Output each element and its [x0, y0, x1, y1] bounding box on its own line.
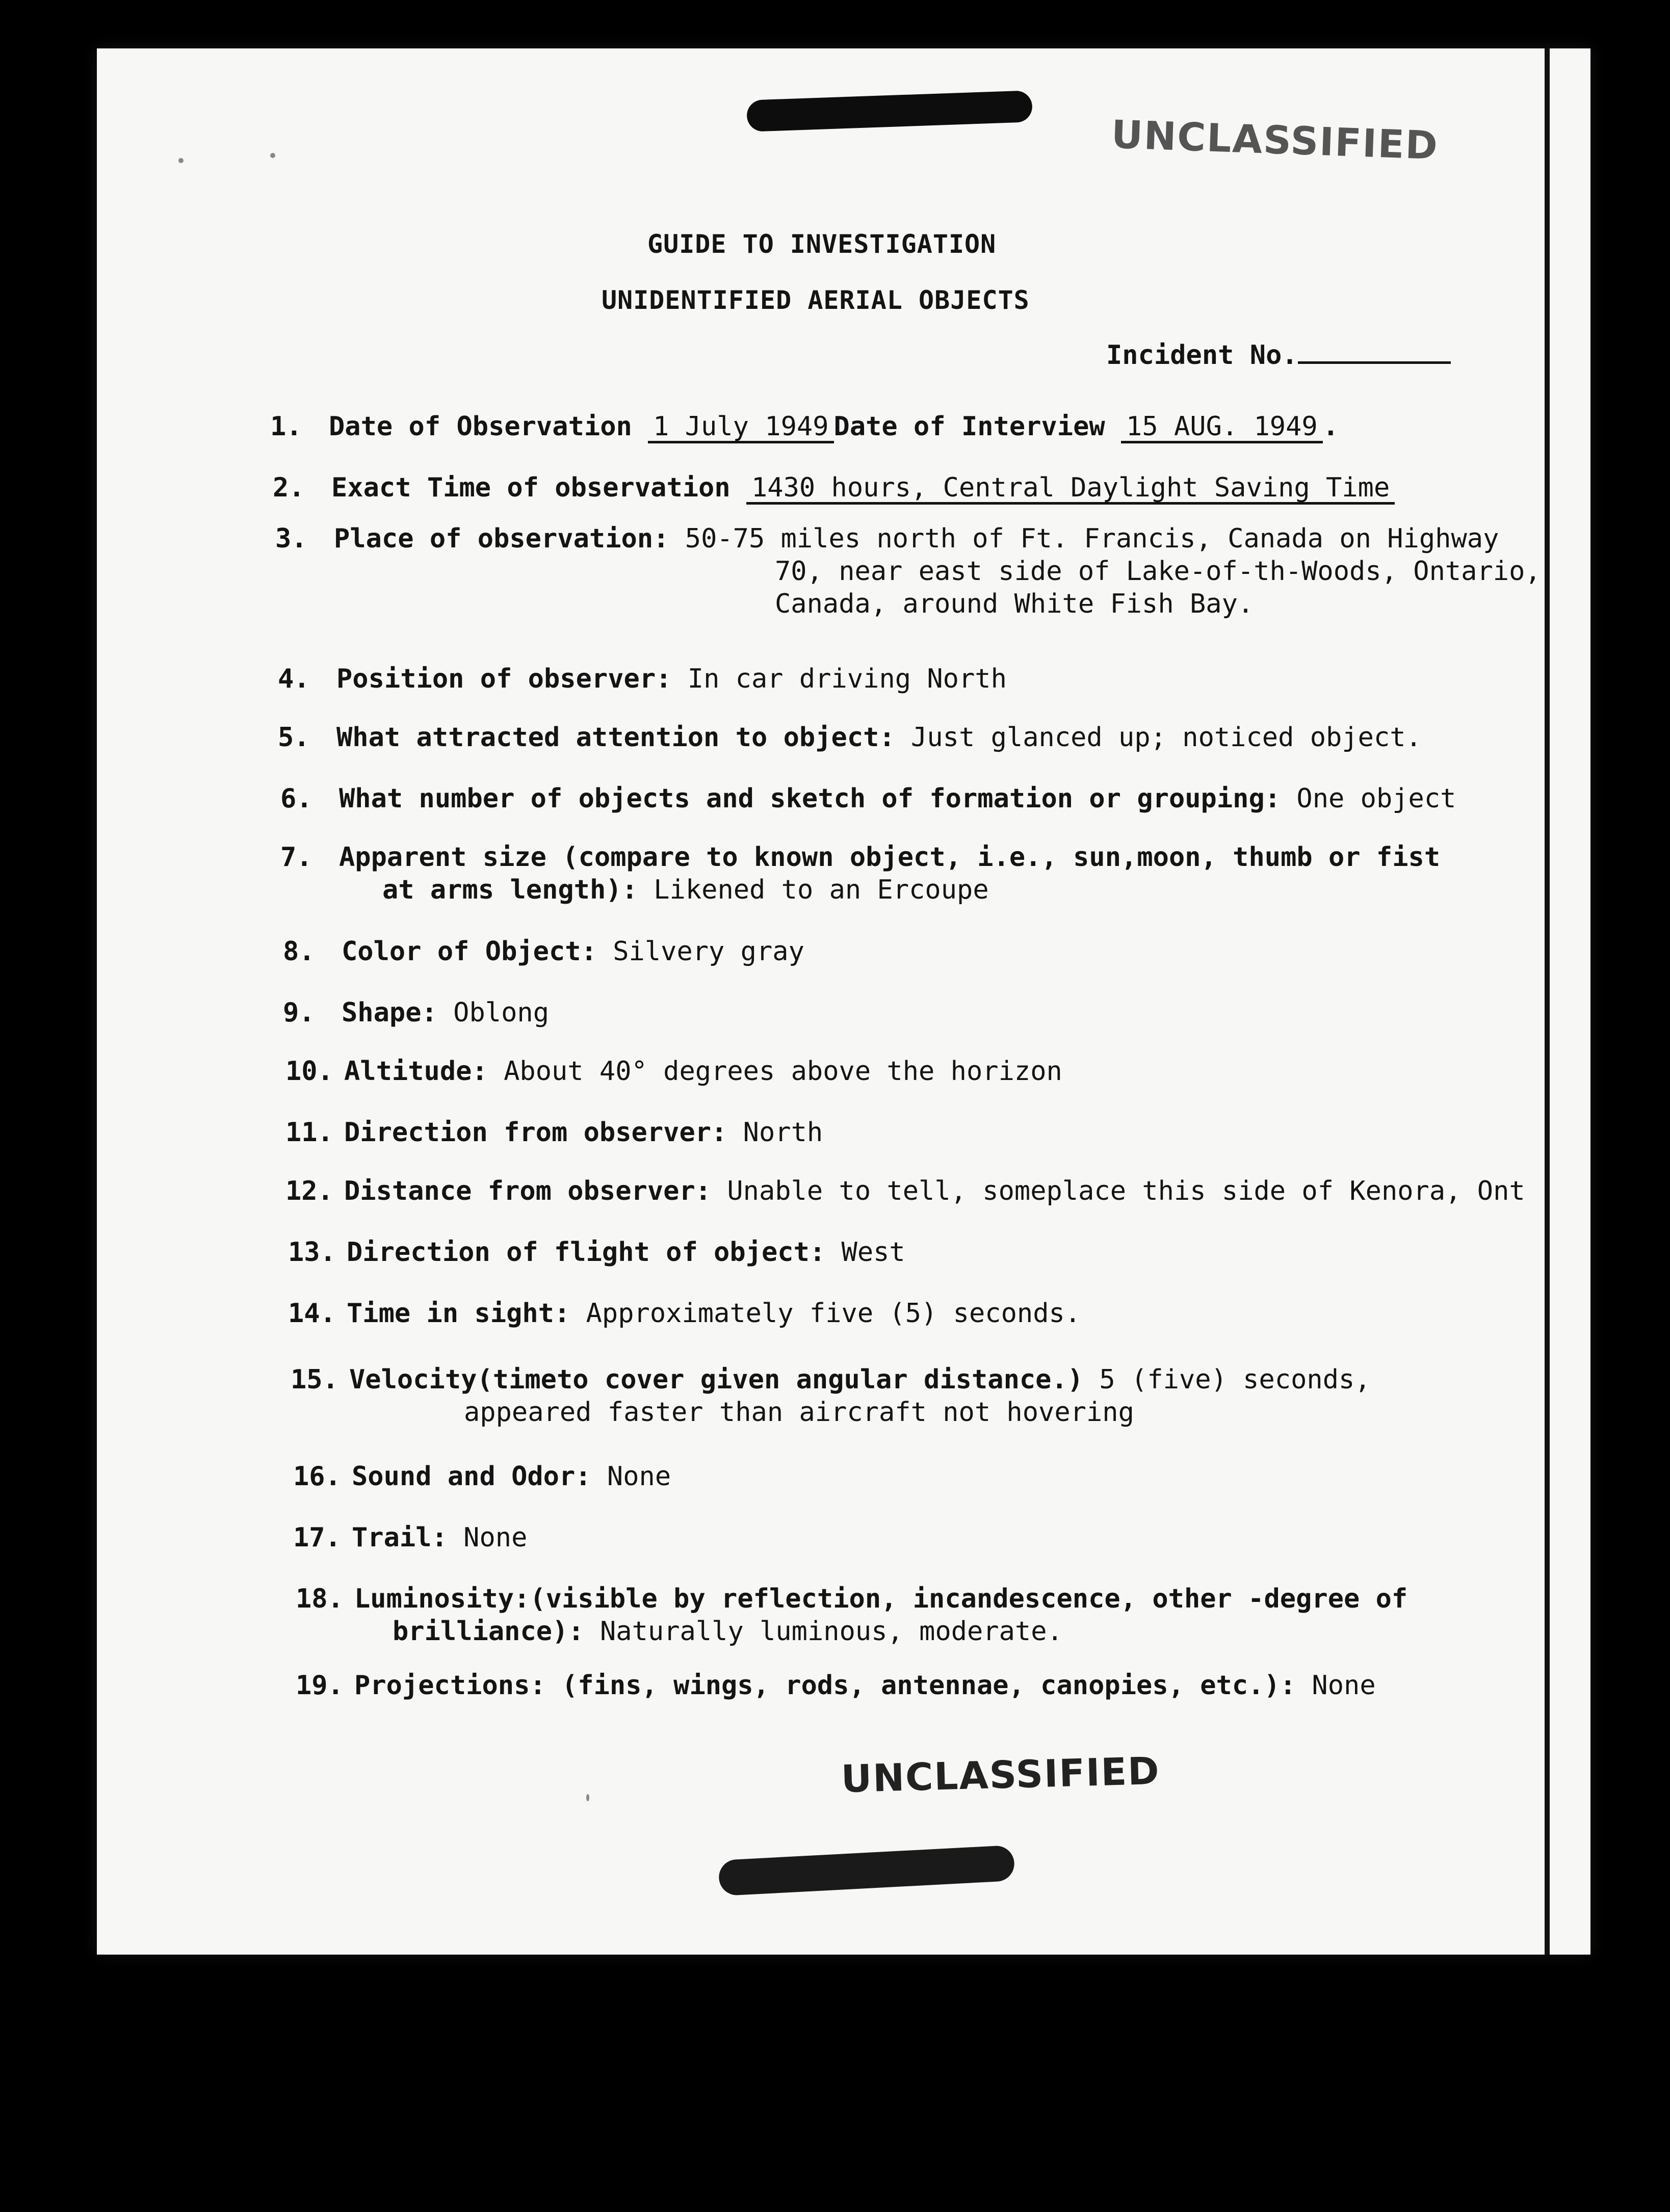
item-label: Velocity(timeto cover given angular distance.)	[349, 1364, 1084, 1395]
item-label-continued: at arms length):	[382, 875, 638, 905]
item-shape	[283, 996, 1588, 1029]
interview-date-label: Date of Interview	[833, 411, 1105, 442]
item-what-attracted-attention	[278, 721, 1583, 754]
distance-value: Unable to tell, someplace this side of Kenora, Ont	[727, 1176, 1525, 1206]
incident-number-blank	[1298, 339, 1451, 364]
item-date-of-observation: 1. Date of Observation 1 July 1949 Date of Interview 15 AUG. 1949 .	[270, 410, 1575, 443]
item-number: 16.	[293, 1461, 341, 1492]
item-label: Luminosity:(visible by reflection, incandescence, other -degree of	[354, 1584, 1408, 1614]
trail-value: None	[463, 1522, 528, 1553]
time-in-sight-value: Approximately five (5) seconds.	[586, 1298, 1081, 1329]
item-label: Position of observer:	[336, 664, 672, 694]
item-label: Altitude:	[344, 1056, 488, 1087]
document-page	[97, 48, 1590, 1955]
item-number: 17.	[293, 1522, 341, 1553]
redaction-bar-bottom	[718, 1845, 1015, 1896]
item-label: Exact Time of observation	[331, 472, 730, 503]
item-label: Distance from observer:	[344, 1176, 712, 1206]
unclassified-stamp-bottom: UNCLASSIFIED	[840, 1749, 1161, 1802]
document-title: GUIDE TO INVESTIGATION	[647, 229, 997, 259]
item-label: Color of Object:	[342, 936, 597, 967]
altitude-value: About 40° degrees above the horizon	[504, 1056, 1062, 1087]
item-label: Time in sight:	[347, 1298, 570, 1329]
item-color-of-object	[283, 935, 1588, 968]
item-number: 6.	[280, 783, 312, 814]
item-direction-from-observer	[285, 1116, 1590, 1149]
item-projections	[296, 1669, 1601, 1702]
item-number: 4.	[278, 664, 310, 694]
incident-number-label: Incident No.	[1106, 340, 1298, 371]
item-velocity	[291, 1363, 1596, 1429]
item-number: 11.	[285, 1117, 333, 1148]
velocity-value: 5 (five) seconds,	[1099, 1364, 1371, 1395]
attention-value: Just glanced up; noticed object.	[911, 722, 1422, 753]
unclassified-stamp-top: UNCLASSIFIED	[1110, 111, 1440, 169]
item-label: Date of Observation	[329, 411, 632, 442]
item-number: 13.	[288, 1237, 336, 1268]
item-number: 19.	[296, 1670, 344, 1701]
item-label: Trail:	[352, 1522, 448, 1553]
paper-speck	[586, 1794, 589, 1801]
item-number: 1.	[270, 411, 302, 442]
item-trail	[293, 1521, 1598, 1554]
item-label: Direction of flight of object:	[347, 1237, 826, 1268]
item-label: Direction from observer:	[344, 1117, 727, 1148]
item-label: What attracted attention to object:	[336, 722, 895, 753]
item-label-continued: brilliance):	[393, 1616, 584, 1647]
document-subtitle: UNIDENTIFIED AERIAL OBJECTS	[602, 285, 1030, 315]
position-value: In car driving North	[687, 664, 1007, 694]
item-time-in-sight	[288, 1297, 1593, 1330]
item-number: 14.	[288, 1298, 336, 1329]
incident-number-field	[1106, 339, 1451, 371]
color-value: Silvery gray	[613, 936, 804, 967]
sound-odor-value: None	[607, 1461, 671, 1492]
luminosity-value: Naturally luminous, moderate.	[600, 1616, 1063, 1647]
place-line-2: 70, near east side of Lake-of-th-Woods, Ontario,	[775, 556, 1541, 587]
item-number: 2.	[273, 472, 305, 503]
item-altitude	[285, 1055, 1590, 1088]
apparent-size-value: Likened to an Ercoupe	[654, 875, 989, 905]
item-label: Shape:	[342, 997, 437, 1028]
item-number: 8.	[283, 936, 315, 967]
number-of-objects-value: One object	[1296, 783, 1456, 814]
item-exact-time	[273, 471, 1578, 505]
item-number: 18.	[296, 1584, 344, 1614]
item-position-of-observer	[278, 663, 1583, 695]
place-line-3: Canada, around White Fish Bay.	[775, 589, 1254, 619]
observation-date-value: 1 July 1949	[648, 412, 833, 443]
item-number: 5.	[278, 722, 310, 753]
paper-speck	[178, 158, 184, 163]
velocity-value-continued: appeared faster than aircraft not hovering	[464, 1397, 1134, 1428]
interview-date-value: 15 AUG. 1949	[1121, 412, 1323, 443]
redaction-bar-top	[746, 90, 1033, 132]
projections-value: None	[1312, 1670, 1376, 1701]
item-number: 9.	[283, 997, 315, 1028]
item-number: 7.	[280, 842, 312, 873]
item-number: 10.	[285, 1056, 333, 1087]
item-direction-of-flight	[288, 1236, 1593, 1269]
item-label: Apparent size (compare to known object, i.e., sun,moon, thumb or fist	[339, 842, 1441, 873]
flight-direction-value: West	[841, 1237, 905, 1268]
item-number: 12.	[285, 1176, 333, 1206]
item-label: Sound and Odor:	[352, 1461, 591, 1492]
page-edge-rule	[1545, 48, 1550, 1955]
item-apparent-size	[280, 841, 1585, 906]
item-number: 15.	[291, 1364, 338, 1395]
item-place-of-observation	[275, 522, 1580, 620]
paper-speck	[270, 153, 275, 158]
item-label: Projections: (fins, wings, rods, antennae, canopies, etc.):	[354, 1670, 1296, 1701]
item-number-of-objects	[280, 782, 1585, 815]
place-line-1: 50-75 miles north of Ft. Francis, Canada on Highway	[685, 523, 1499, 554]
exact-time-value: 1430 hours, Central Daylight Saving Time	[746, 473, 1395, 505]
shape-value: Oblong	[453, 997, 549, 1028]
item-label: What number of objects and sketch of formation or grouping:	[339, 783, 1281, 814]
item-sound-and-odor	[293, 1460, 1598, 1493]
item-luminosity	[296, 1583, 1601, 1648]
item-number: 3.	[275, 523, 307, 554]
item-distance-from-observer	[285, 1175, 1590, 1207]
item-label: Place of observation:	[334, 523, 669, 554]
direction-value: North	[743, 1117, 823, 1148]
